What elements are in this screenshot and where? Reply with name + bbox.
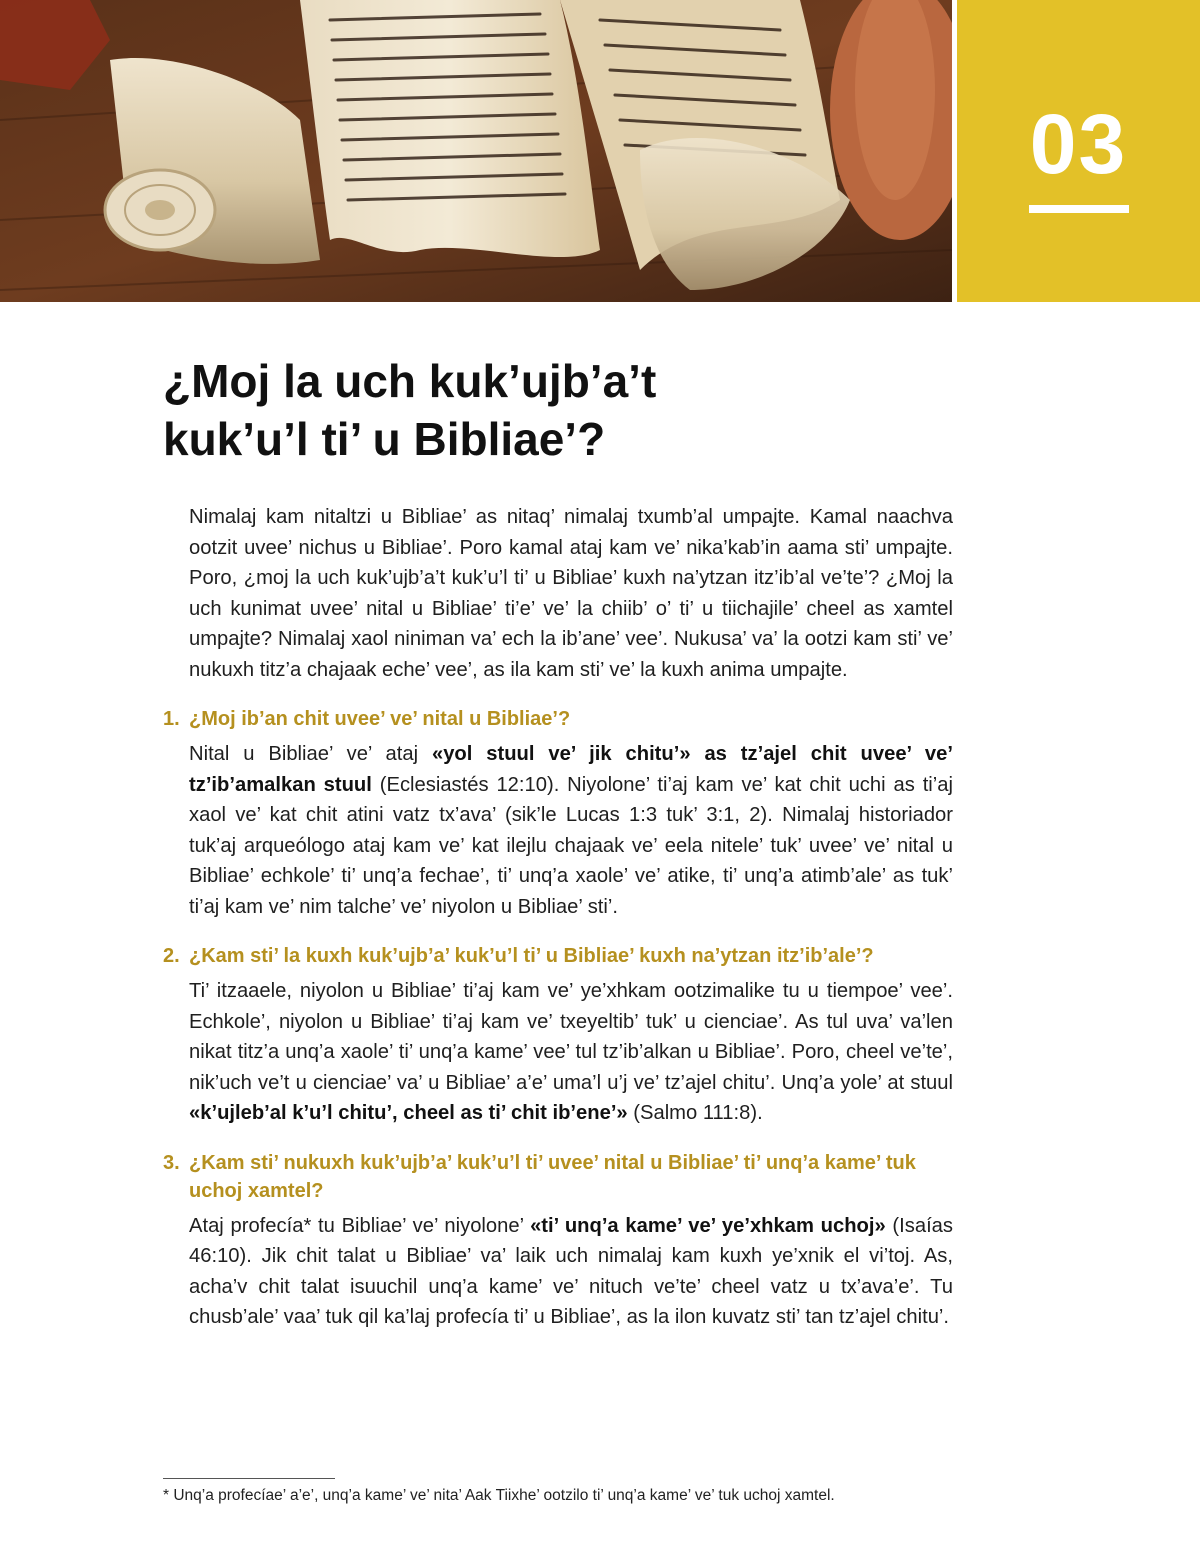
scripture-quote: «yol stuul ve’ jik chitu’» as tz’ajel chit uvee’ ve’ tz’ib’amalkan stuul <box>189 743 953 796</box>
question-number: 2. <box>163 945 180 967</box>
question-3 <box>163 1149 953 1205</box>
question-1 <box>163 705 953 733</box>
article-body <box>163 502 953 1333</box>
title-line-2: kuk’u’l ti’ u Bibliae’? <box>163 413 606 465</box>
scripture-quote: «ti’ unq’a kame’ ve’ ye’xhkam uchoj» <box>530 1214 886 1237</box>
hero-image <box>0 0 952 302</box>
chapter-underline <box>1029 205 1129 213</box>
answer-paragraph-3 <box>189 1211 953 1333</box>
answer-text: Nital u Bibliae’ ve’ ataj <box>189 743 432 765</box>
footnote-divider <box>163 1478 335 1479</box>
title-line-1: ¿Moj la uch kuk’ujb’a’t <box>163 355 657 407</box>
intro-paragraph: Nimalaj kam nitaltzi u Bibliae’ as nitaq’ nimalaj txumb’al umpajte. Kamal naachva ootzit uvee’ nichus u Bibliae’. Poro kamal ataj kam ve’ nika’kab’in aama sti’ umpajte. Poro, ¿moj la uch kuk’ujb’a’t kuk’u’l ti’ u Bibliae’ kuxh na’ytzan itz’ib’al ve’te’? ¿Moj la uch kunimat uvee’ nital u Bibliae’ ti’e’ ve’ la chiib’ o’ ti’ u tiichajile’ cheel as xamtel umpajte? Nimalaj xaol niniman va’ ech la ib’ane’ vee’. Nukusa’ va’ la ootzi kam sti’ ve’ nukuxh titz’a chajaak eche’ vee’, as ila kam sti’ ve’ la kuxh anima umpajte. <box>189 506 953 681</box>
answer-text: (Salmo 111:8). <box>627 1102 763 1124</box>
answer-text: Ataj profecía* tu Bibliae’ ve’ niyolone’ <box>189 1214 531 1237</box>
answer-text: (Eclesiastés 12:10). Niyolone’ ti’aj kam ve’ kat chit uchi as ti’aj xaol ve’ kat chit atini vatz tx’ava’ (sik’le Lucas 1:3 tuk’ 3:1, 2). Nimalaj historiador tuk’aj arqueólogo ataj kam ve’ kat ilejlu chajaak ve’ eela nitele’ tuk’ uvee’ ve’ nital u Bibliae’ echkole’ ti’ unq’a fechae’, ti’ unq’a xaole’ ve’ atike, ti’ unq’a atimb’ale’ as tuk’ ti’aj kam ve’ nim talche’ ve’ niyolon u Bibliae’ sti’. <box>189 773 953 918</box>
chapter-number: 03 <box>1029 97 1128 191</box>
question-number: 1. <box>163 708 180 730</box>
question-text: ¿Kam sti’ nukuxh kuk’ujb’a’ kuk’u’l ti’ uvee’ nital u Bibliae’ ti’ unq’a kame’ tuk uchoj xamtel? <box>189 1151 916 1202</box>
ancient-scrolls-image <box>0 0 952 302</box>
chapter-marker <box>957 0 1200 302</box>
question-number: 3. <box>163 1151 180 1174</box>
question-text: ¿Kam sti’ la kuxh kuk’ujb’a’ kuk’u’l ti’ u Bibliae’ kuxh na’ytzan itz’ib’ale’? <box>189 945 874 967</box>
answer-paragraph-2 <box>189 976 953 1129</box>
answer-text: Ti’ itzaaele, niyolon u Bibliae’ ti’aj kam ve’ ye’xhkam ootzimalike tu u tiempoe’ vee’. Echkole’, niyolon u Bibliae’ ti’aj kam ve’ txeyeltib’ tuk’ u cienciae’. As tul uva’ va’len nikat titz’a unq’a xaole’ ti’ unq’a kame’ vee’ tul tz’ib’alkan u Bibliae’. Poro, cheel ve’te’, nik’uch ve’t u cienciae’ va’ u Bibliae’ a’e’ uma’l u’j ve’ tz’ajel chitu’. Unq’a yole’ at stuul <box>189 980 953 1094</box>
page-title <box>163 352 963 468</box>
answer-paragraph-1 <box>189 739 953 922</box>
footnote: * Unq’a profecíae’ a’e’, unq’a kame’ ve’ nita’ Aak Tiixhe’ ootzilo ti’ unq’a kame’ ve’ tuk uchoj xamtel. <box>163 1487 835 1504</box>
question-2 <box>163 942 953 970</box>
question-text: ¿Moj ib’an chit uvee’ ve’ nital u Bibliae’? <box>189 708 571 730</box>
answer-text: (Isaías 46:10). Jik chit talat u Bibliae’ va’ laik uch nimalaj kam kuxh ye’xnik el vi’toj. As, acha’v chit talat isuuchil unq’a kame’ ve’ nituch ve’te’ cheel vatz u tx’ava’e’. Tu chusb’ale’ vaa’ tuk qil ka’laj profecía ti’ u Bibliae’, as la ilon kuvatz sti’ tan tz’ajel chitu’. <box>189 1214 954 1328</box>
scripture-quote: «k’ujleb’al k’u’l chitu’, cheel as ti’ chit ib’ene’» <box>189 1102 628 1124</box>
